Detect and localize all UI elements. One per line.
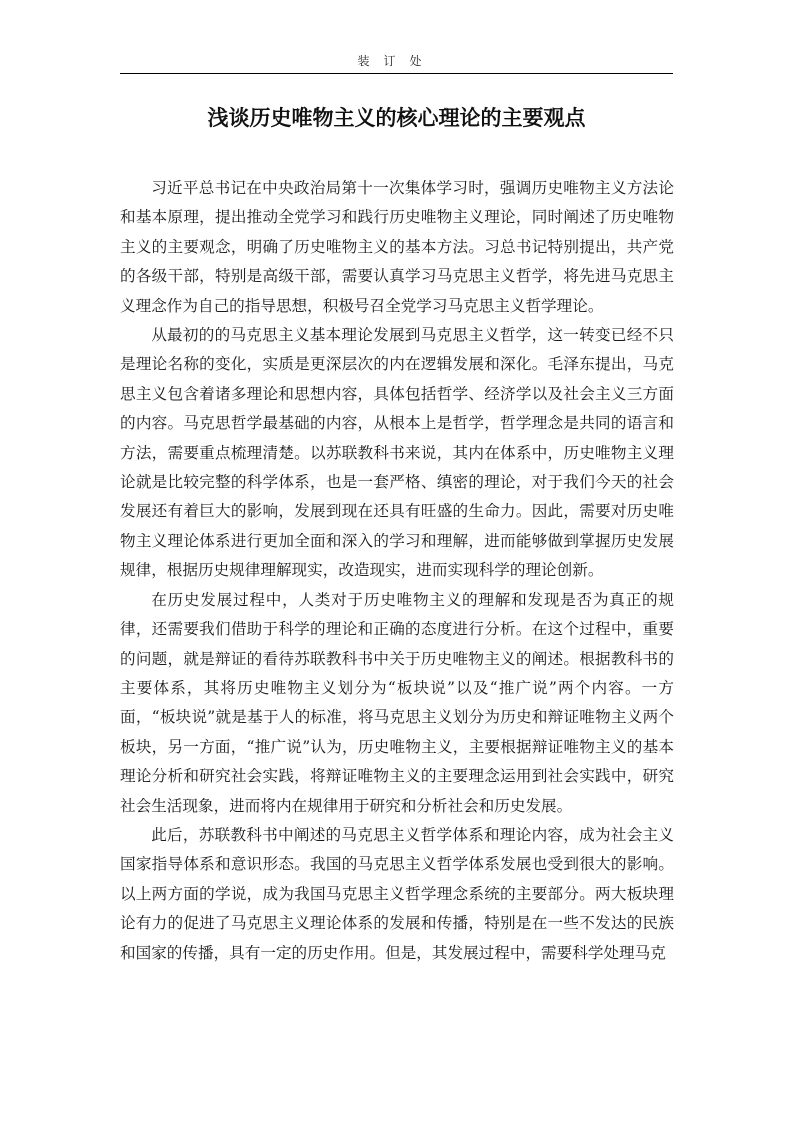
paragraph: 在历史发展过程中，人类对于历史唯物主义的理解和发现是否为真正的规律，还需要我们借助于科学的理论和正确的态度进行分析。在这个过程中，重要的问题，就是辩证的看待苏联教科书中关于历史唯物主义的阐述。根据教科书的主要体系，其将历史唯物主义划分为“板块说”以及“推广说”两个内容。一方面，“板块说”就是基于人的标准，将马克思主义划分为历史和辩证唯物主义两个板块，另一方面，“推广说”认为，历史唯物主义，主要根据辩证唯物主义的基本理论分析和研究社会实践，将辩证唯物主义的主要理念运用到社会实践中，研究社会生活现象，进而将内在规律用于研究和分析社会和历史发展。 (120, 590, 674, 815)
document-body (120, 174, 674, 968)
paragraph: 习近平总书记在中央政治局第十一次集体学习时，强调历史唯物主义方法论和基本原理，提出推动全党学习和践行历史唯物主义理论，同时阐述了历史唯物主义的主要观念，明确了历史唯物主义的基本方法。习总书记特别提出，共产党的各级干部，特别是高级干部，需要认真学习马克思主义哲学，将先进马克思主义理念作为自己的指导思想，积极号召全党学习马克思主义哲学理论。 (120, 179, 674, 315)
paragraph: 从最初的的马克思主义基本理论发展到马克思主义哲学，这一转变已经不只是理论名称的变化，实质是更深层次的内在逻辑发展和深化。毛泽东提出，马克思主义包含着诸多理论和思想内容，具体包括哲学、经济学以及社会主义三方面的内容。马克思哲学最基础的内容，从根本上是哲学，哲学理念是共同的语言和方法，需要重点梳理清楚。以苏联教科书来说，其内在体系中，历史唯物主义理论就是比较完整的科学体系，也是一套严格、缜密的理论，对于我们今天的社会发展还有着巨大的影响，发展到现在还具有旺盛的生命力。因此，需要对历史唯物主义理论体系进行更加全面和深入的学习和理解，进而能够做到掌握历史发展规律，根据历史规律理解现实，改造现实，进而实现科学的理论创新。 (120, 326, 674, 580)
header-divider (120, 73, 673, 74)
document-title: 浅谈历史唯物主义的核心理论的主要观点 (207, 105, 586, 130)
binding-mark: 装订处 (357, 54, 436, 68)
paragraph: 此后，苏联教科书中阐述的马克思主义哲学体系和理论内容，成为社会主义国家指导体系和意识形态。我国的马克思主义哲学体系发展也受到很大的影响。以上两方面的学说，成为我国马克思主义哲学理念系统的主要部分。两大板块理论有力的促进了马克思主义理论体系的发展和传播，特别是在一些不发达的民族和国家的传播，具有一定的历史作用。但是，其发展过程中，需要科学处理马克 (120, 825, 674, 962)
